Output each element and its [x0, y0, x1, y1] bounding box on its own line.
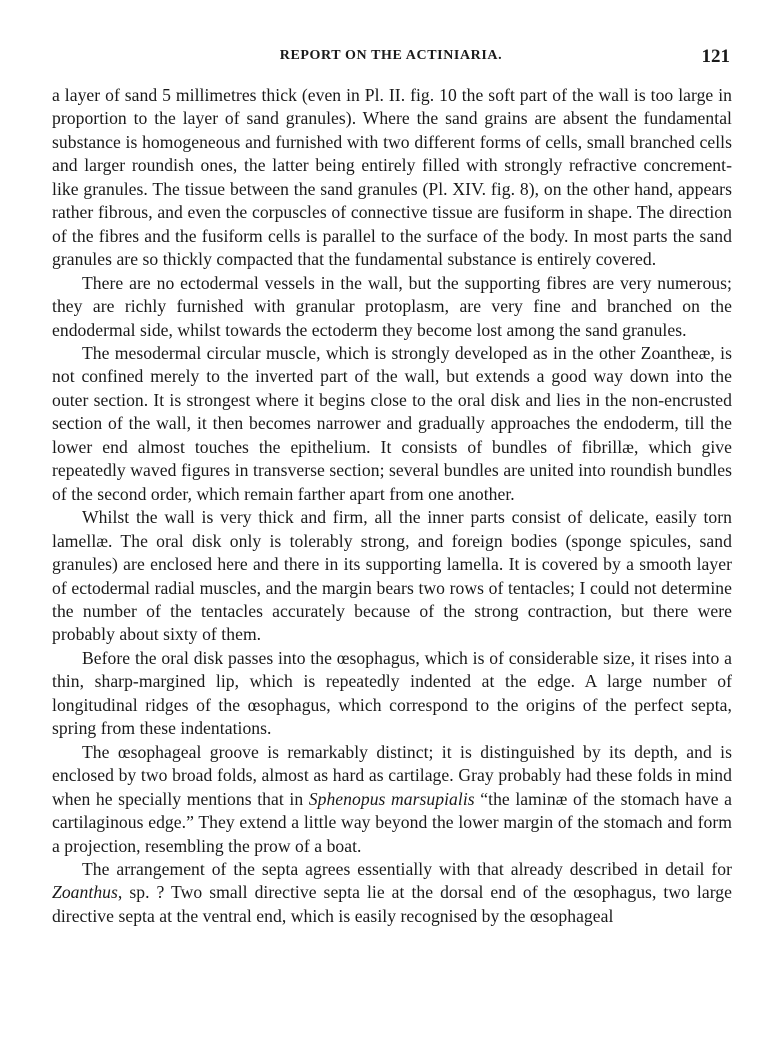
paragraph-6: [52, 741, 732, 858]
species-name-sphenopus: Sphenopus marsupialis: [308, 788, 475, 809]
page-number: 121: [701, 46, 730, 67]
paragraph-1: a layer of sand 5 millimetres thick (even in Pl. II. fig. 10 the soft part of the wall is too large in proportion to the layer of sand granules). Where the sand grains are absent the fundamental substance is homogeneous and furnished with two different forms of cells, small branched cells and larger roundish ones, the latter being entirely filled with strongly refractive concrement-like granules. The tissue between the sand granules (Pl. XIV. fig. 8), on the other hand, appears rather fibrous, and even the corpuscles of connective tissue are fusiform in shape. The direction of the fibres and the fusiform cells is parallel to the surface of the body. In most parts the sand granules are so thickly compacted that the fundamental substance is entirely covered.: [52, 85, 732, 270]
paragraph-5: Before the oral disk passes into the œsophagus, which is of considerable size, it rises into a thin, sharp-margined lip, which is repeatedly indented at the edge. A large number of longitudinal ridges of the œsophagus, which correspond to the origins of the perfect septa, spring from these indentations.: [52, 647, 732, 739]
paragraph-4: Whilst the wall is very thick and firm, all the inner parts consist of delicate, easily torn lamellæ. The oral disk only is tolerably strong, and foreign bodies (sponge spicules, sand granules) are enclosed here and there in its supporting lamella. It is covered by a smooth layer of ectodermal radial muscles, and the margin bears two rows of tentacles; I could not determine the number of the tentacles accurately because of the strong contraction, but there were probably about sixty of them.: [52, 507, 732, 645]
paragraph-6-text-after: “the laminæ of the stomach have a cartilaginous edge.” They extend a little way beyond the lower margin of the stomach and form a projection, resembling the prow of a boat.: [52, 788, 733, 856]
paragraph-7-text-before: The arrangement of the septa agrees essentially with that already described in detail for: [82, 858, 732, 879]
paragraph-3: The mesodermal circular muscle, which is strongly developed as in the other Zoantheæ, is not confined merely to the inverted part of the wall, but extends a good way down into the outer section. It is strongest where it begins close to the oral disk and lies in the non-encrusted section of the wall, it then becomes narrower and gradually approaches the endoderm, till the lower end almost touches the epithelium. It consists of bundles of fibrillæ, which give repeatedly waved figures in transverse section; several bundles are united into roundish bundles of the second order, which remain farther apart from one another.: [52, 342, 732, 504]
paragraph-6-text-before: The œsophageal groove is remarkably distinct; it is distinguished by its depth, and is enclosed by two broad folds, almost as hard as cartilage. Gray probably had these folds in mind when he specially mentions that in: [52, 741, 732, 809]
body-text: [52, 84, 732, 928]
paragraph-7: [52, 858, 732, 928]
paragraph-2: There are no ectodermal vessels in the wall, but the supporting fibres are very numerous; they are richly furnished with granular protoplasm, are very fine and branched on the endodermal side, whilst towards the ectoderm they become lost among the sand granules.: [52, 272, 732, 340]
running-title: REPORT ON THE ACTINIARIA.: [279, 48, 503, 63]
genus-name-zoanthus: Zoanthus: [52, 882, 118, 903]
page-header: [52, 46, 730, 68]
paragraph-7-text-after: , sp. ? Two small directive septa lie at the dorsal end of the œsophagus, two large directive septa at the ventral end, which is easily recognised by the œsophageal: [52, 882, 732, 926]
